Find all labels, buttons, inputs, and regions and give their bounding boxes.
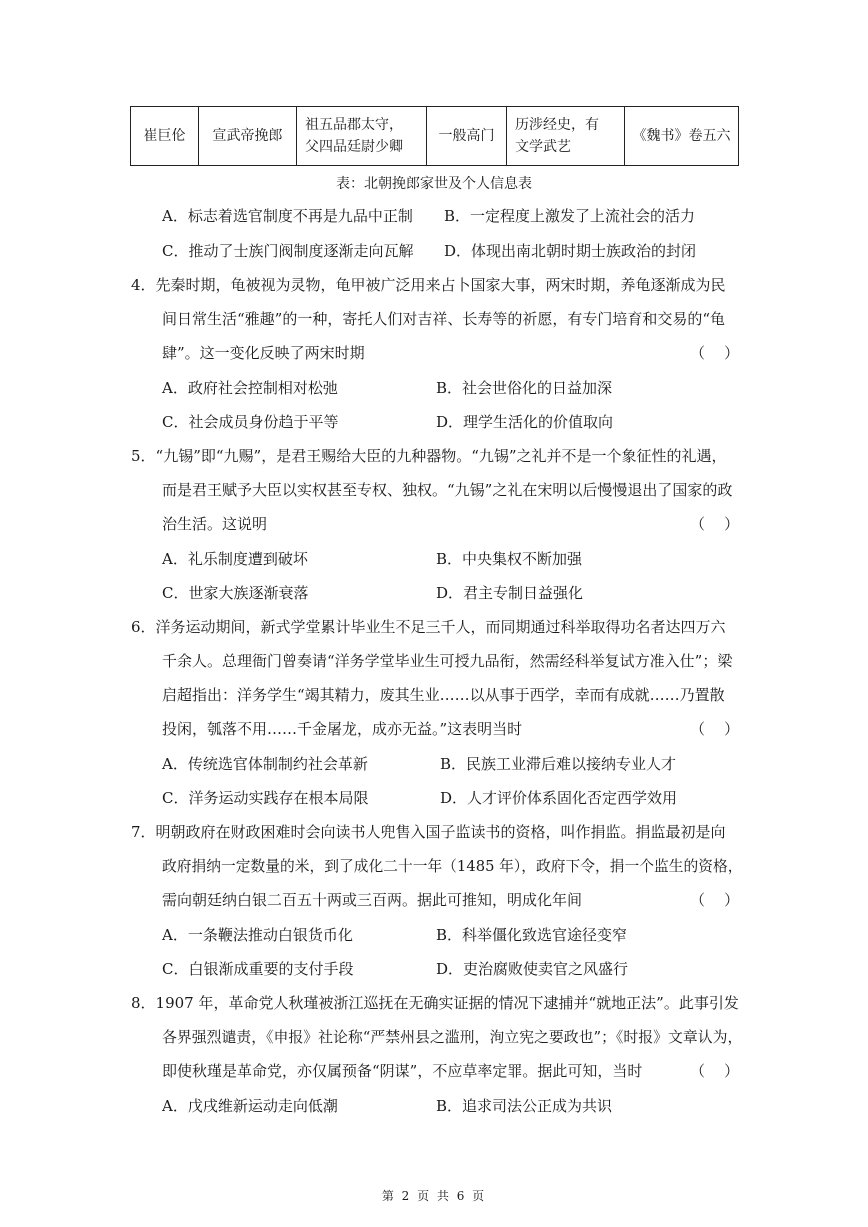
table-cell-name: 崔巨伦 (131, 107, 199, 166)
q7-option-d: D．吏治腐败使卖官之风盛行 (436, 960, 629, 978)
q8-stem-line-1: 8．1907 年，革命党人秋瑾被浙江巡抚在无确实证据的情况下逮捕并“就地正法”。此事引发 (131, 994, 739, 1012)
q3-option-d: D．体现出南北朝时期士族政治的封闭 (444, 242, 697, 260)
q3-option-c: C．推动了士族门阀制度逐渐走向瓦解 (162, 242, 414, 260)
q6-option-b: B．民族工业滞后难以接纳专业人才 (440, 755, 677, 773)
q4-stem-line-1: 4．先秦时期，龟被视为灵物，龟甲被广泛用来占卜国家大事，两宋时期，养龟逐渐成为民 (131, 276, 726, 294)
q4-option-c: C．社会成员身份趋于平等 (162, 413, 339, 431)
info-table (130, 106, 739, 166)
q4-stem-line-3: 肆”。这一变化反映了两宋时期 (162, 344, 365, 362)
q6-stem-line-3: 启超指出：洋务学生“竭其精力，废其生业……以从事于西学，幸而有成就……乃置散 (162, 686, 725, 704)
q6-stem-line-4: 投闲，瓠落不用……千金屠龙，成亦无益。”这表明当时 (162, 720, 523, 738)
q4-option-b: B．社会世俗化的日益加深 (436, 379, 613, 397)
table-caption: 表：北朝挽郎家世及个人信息表 (336, 176, 532, 192)
q7-option-c: C．白银渐成重要的支付手段 (162, 960, 354, 978)
q6-option-d: D．人才评价体系固化否定西学效用 (440, 789, 678, 807)
q8-stem-line-3: 即使秋瑾是革命党，亦仅属预备“阴谋”，不应草率定罪。据此可知，当时 (162, 1062, 643, 1080)
q5-stem-line-1: 5．“九锡”即“九赐”，是君王赐给大臣的九种器物。“九锡”之礼并不是一个象征性的礼遇， (131, 447, 727, 465)
q4-answer-bracket: （ ） (690, 344, 740, 362)
table-cell-source: 《魏书》卷五六 (625, 107, 739, 166)
q6-stem-line-1: 6．洋务运动期间，新式学堂累计毕业生不足三千人，而同期通过科举取得功名者达四万六 (131, 618, 726, 636)
q6-stem-line-2: 千余人。总理衙门曾奏请“洋务学堂毕业生可授九品衔，然需经科举复试方准入仕”；梁 (162, 652, 733, 670)
q5-stem-line-2: 而是君王赋予大臣以实权甚至专权、独权。“九锡”之礼在宋明以后慢慢退出了国家的政 (162, 481, 733, 499)
q6-option-a: A．传统选官体制制约社会革新 (162, 755, 368, 773)
q5-option-d: D．君主专制日益强化 (436, 584, 584, 602)
q4-option-a: A．政府社会控制相对松弛 (162, 379, 338, 397)
q7-answer-bracket: （ ） (690, 891, 740, 909)
q5-answer-bracket: （ ） (690, 515, 740, 533)
q8-option-a: A．戊戌维新运动走向低潮 (162, 1097, 338, 1115)
q7-stem-line-3: 需向朝廷纳白银二百五十两或三百两。据此可推知，明成化年间 (162, 891, 583, 909)
table-row (131, 107, 739, 166)
q7-option-a: A．一条鞭法推动白银货币化 (162, 926, 353, 944)
q8-stem-line-2: 各界强烈谴责，《申报》社论称“严禁州县之滥刑，洵立宪之要政也”；《时报》文章认为， (162, 1028, 743, 1046)
q4-stem-line-2: 间日常生活“雅趣”的一种，寄托人们对吉祥、长寿等的祈愿，有专门培育和交易的“龟 (162, 310, 726, 328)
q5-stem-line-3: 治生活。这说明 (162, 515, 268, 533)
q3-option-a: A．标志着选官制度不再是九品中正制 (162, 207, 413, 225)
q4-option-d: D．理学生活化的价值取向 (436, 413, 614, 431)
page-footer: 第 2 页 共 6 页 (381, 1189, 487, 1203)
q8-option-b: B．追求司法公正成为共识 (436, 1097, 613, 1115)
table-cell-title: 宣武帝挽郎 (199, 107, 297, 166)
q5-option-a: A．礼乐制度遭到破坏 (162, 550, 308, 568)
table-cell-class: 一般高门 (427, 107, 507, 166)
q5-option-b: B．中央集权不断加强 (436, 550, 583, 568)
q7-stem-line-1: 7．明朝政府在财政困难时会向读书人兜售入国子监读书的资格，叫作捐监。捐监最初是向 (131, 823, 726, 841)
q5-option-c: C．世家大族逐渐衰落 (162, 584, 309, 602)
q6-answer-bracket: （ ） (690, 720, 740, 738)
q6-option-c: C．洋务运动实践存在根本局限 (162, 789, 369, 807)
q7-stem-line-2: 政府捐纳一定数量的米，到了成化二十一年（1485 年），政府下令，捐一个监生的资格， (162, 857, 743, 875)
table-cell-family: 祖五品郡太守， 父四品廷尉少卿 (297, 107, 427, 166)
q7-option-b: B．科举僵化致选官途径变窄 (436, 926, 628, 944)
q8-answer-bracket: （ ） (690, 1062, 740, 1080)
q3-option-b: B．一定程度上激发了上流社会的活力 (444, 207, 696, 225)
table-cell-ability: 历涉经史，有 文学武艺 (507, 107, 625, 166)
